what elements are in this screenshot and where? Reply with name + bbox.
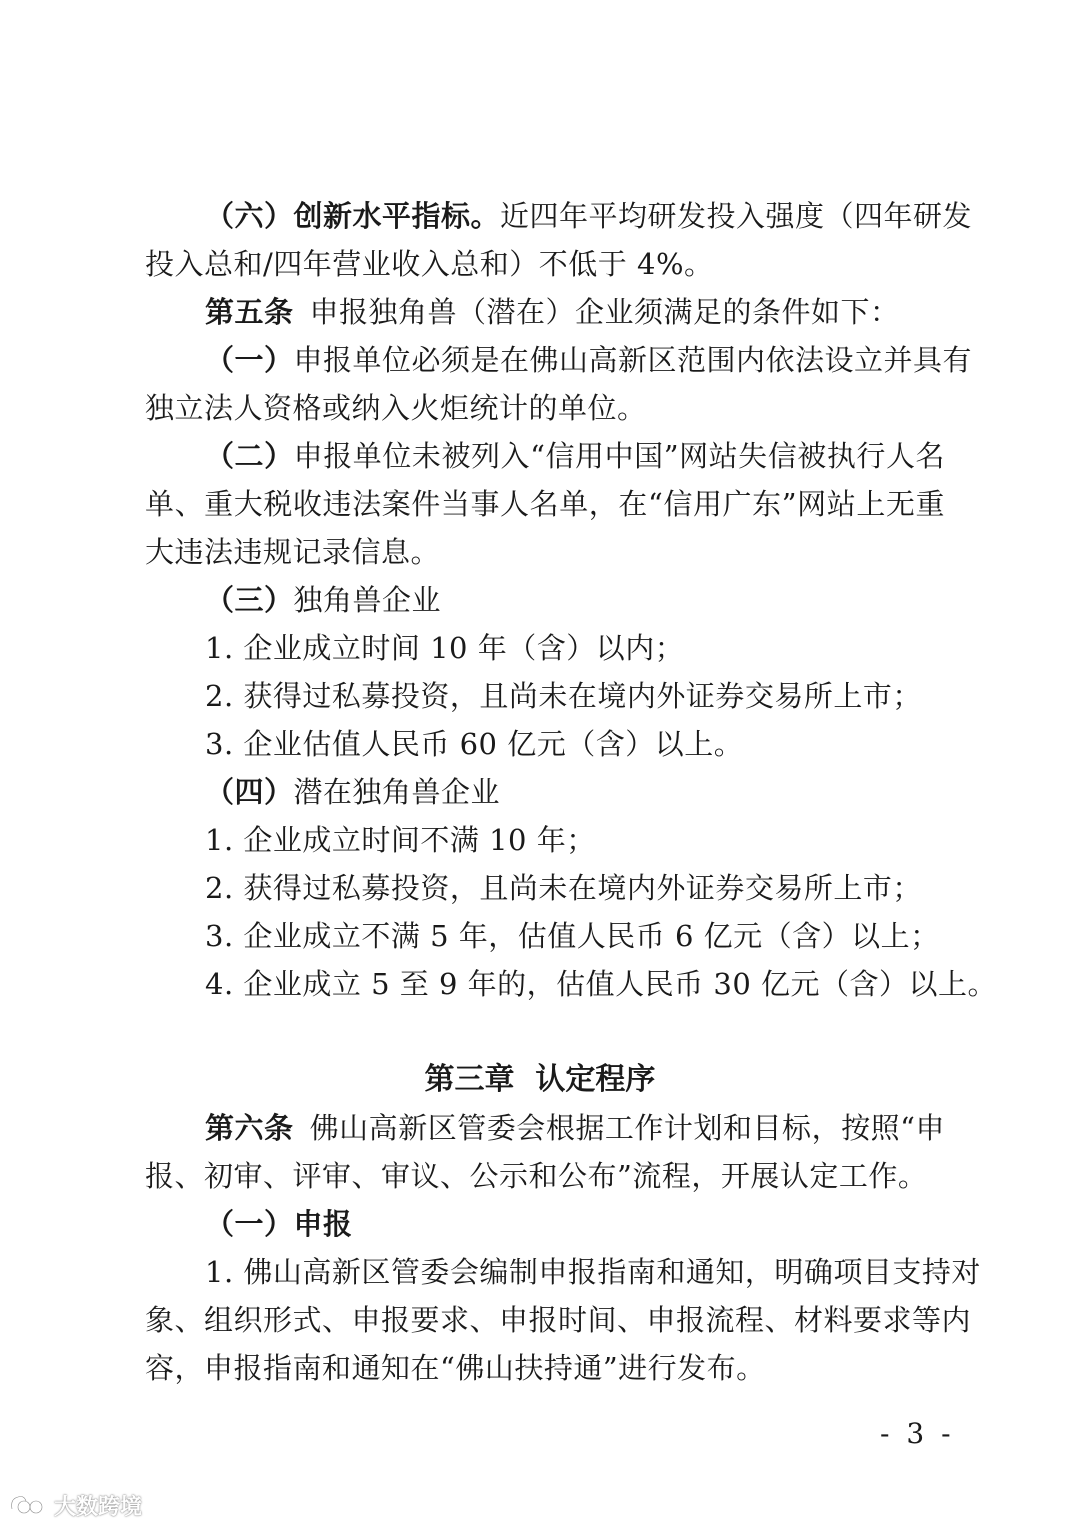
unicorn-point-3: 3. 企业估值人民币 60 亿元（含）以上。 bbox=[205, 727, 744, 761]
apply-line-3: 容，申报指南和通知在“佛山扶持通”进行发布。 bbox=[145, 1351, 766, 1385]
chapter-title: 第三章 认定程序 bbox=[424, 1062, 656, 1097]
condition-4-label: （四） bbox=[205, 775, 294, 809]
condition-1-line-1 bbox=[205, 340, 973, 380]
potential-unicorn-point-2: 2. 获得过私募投资，且尚未在境内外证券交易所上市； bbox=[205, 871, 922, 905]
article-5 bbox=[205, 292, 900, 332]
condition-2-line-2: 单、重大税收违法案件当事人名单，在“信用广东”网站上无重 bbox=[145, 487, 945, 521]
article-5-label: 第五条 bbox=[205, 295, 294, 329]
condition-1-line-2: 独立法人资格或纳入火炬统计的单位。 bbox=[145, 391, 647, 425]
article-6-text: 佛山高新区管委会根据工作计划和目标，按照“申 bbox=[309, 1111, 945, 1145]
unicorn-point-1: 1. 企业成立时间 10 年（含）以内； bbox=[205, 631, 685, 665]
condition-2-line-3: 大违法违规记录信息。 bbox=[145, 535, 441, 569]
article-6-label: 第六条 bbox=[205, 1111, 294, 1145]
condition-4-title: 潜在独角兽企业 bbox=[293, 775, 501, 809]
unicorn-point-2: 2. 获得过私募投资，且尚未在境内外证券交易所上市； bbox=[205, 679, 922, 713]
condition-3-heading bbox=[205, 580, 441, 620]
apply-heading: （一）申报 bbox=[205, 1207, 353, 1241]
condition-3-label: （三） bbox=[205, 583, 294, 617]
innovation-indicator-heading: （六）创新水平指标。 bbox=[205, 199, 501, 233]
watermark-text: 大数跨境 bbox=[54, 1494, 143, 1520]
apply-line-2: 象、组织形式、申报要求、申报时间、申报流程、材料要求等内 bbox=[145, 1303, 972, 1337]
innovation-indicator-text: 近四年平均研发投入强度（四年研发 bbox=[500, 199, 973, 233]
article-6-line-2: 报、初审、评审、审议、公示和公布”流程，开展认定工作。 bbox=[145, 1159, 928, 1193]
potential-unicorn-point-3: 3. 企业成立不满 5 年，估值人民币 6 亿元（含）以上； bbox=[205, 919, 940, 953]
article-5-text: 申报独角兽（潜在）企业须满足的条件如下： bbox=[309, 295, 900, 329]
condition-2-label: （二） bbox=[205, 439, 294, 473]
watermark-logo-icon bbox=[8, 1493, 48, 1517]
innovation-indicator-line-1 bbox=[205, 196, 973, 236]
potential-unicorn-point-1: 1. 企业成立时间不满 10 年； bbox=[205, 823, 596, 857]
watermark bbox=[8, 1490, 142, 1520]
article-6-line-1 bbox=[205, 1108, 945, 1148]
potential-unicorn-point-4: 4. 企业成立 5 至 9 年的，估值人民币 30 亿元（含）以上。 bbox=[205, 967, 998, 1001]
condition-1-label: （一） bbox=[205, 343, 294, 377]
innovation-indicator-line-2: 投入总和/四年营业收入总和）不低于 4%。 bbox=[145, 247, 714, 281]
condition-4-heading bbox=[205, 772, 500, 812]
condition-1-text: 申报单位必须是在佛山高新区范围内依法设立并具有 bbox=[293, 343, 973, 377]
page-number: - 3 - bbox=[880, 1417, 955, 1450]
condition-3-title: 独角兽企业 bbox=[293, 583, 442, 617]
apply-line-1: 1. 佛山高新区管委会编制申报指南和通知，明确项目支持对 bbox=[205, 1255, 981, 1289]
condition-2-line-1 bbox=[205, 436, 945, 476]
condition-2-text: 申报单位未被列入“信用中国”网站失信被执行人名 bbox=[293, 439, 945, 473]
